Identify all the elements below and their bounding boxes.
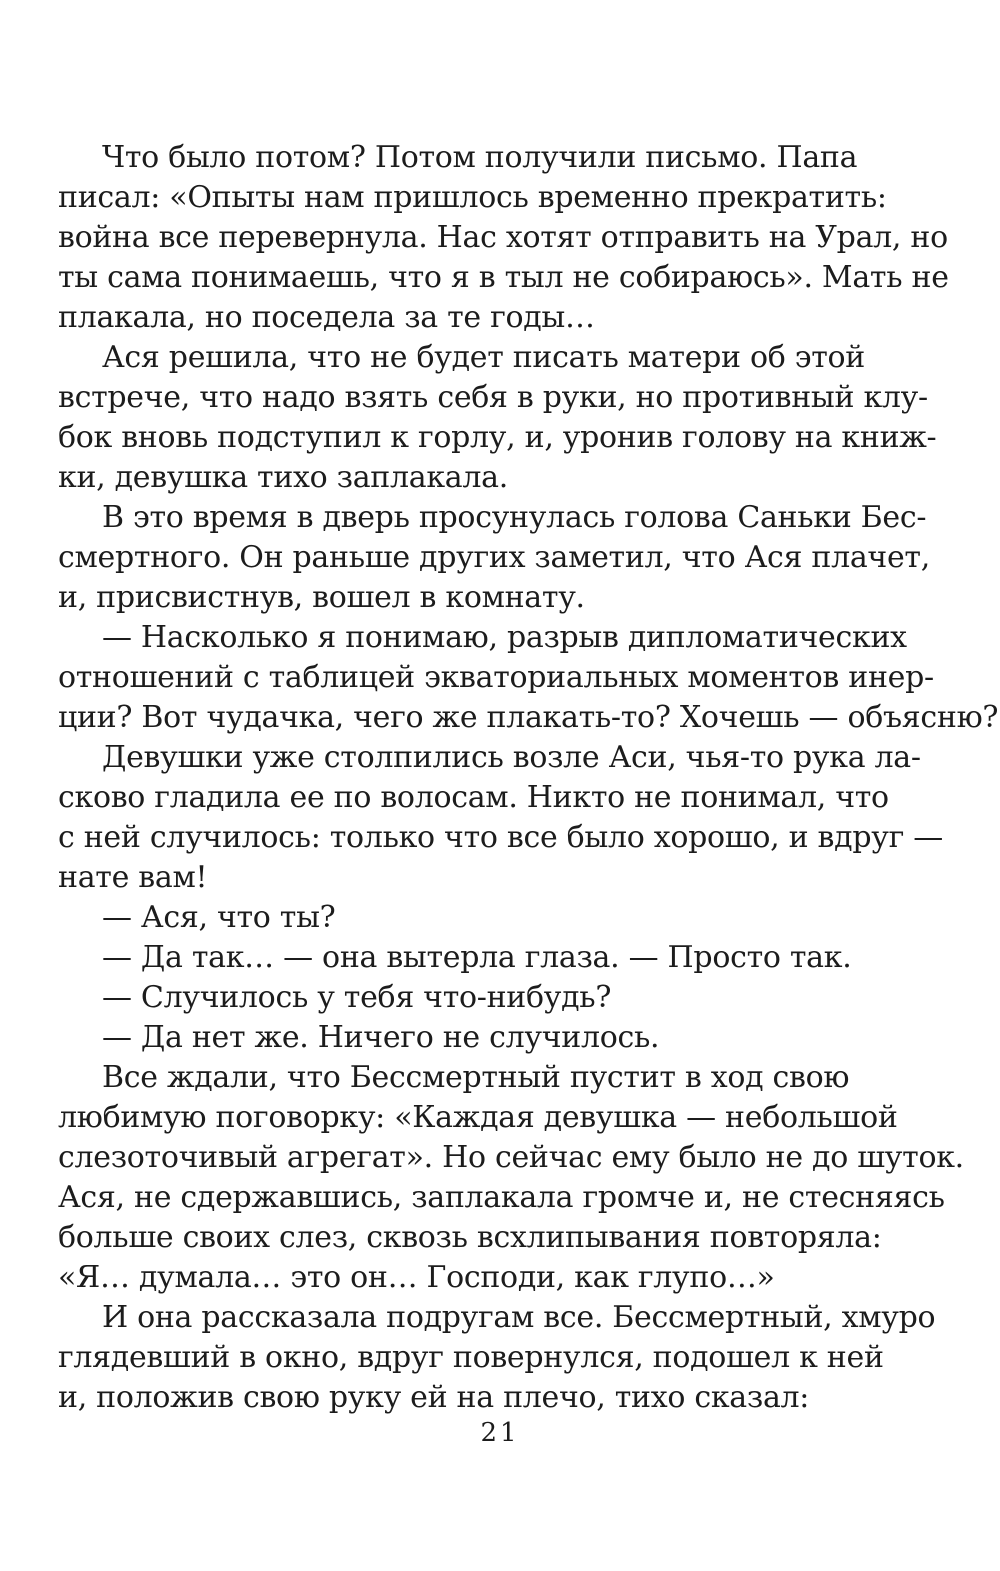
text-line: смертного. Он раньше других заметил, что Ася плачет, bbox=[58, 540, 930, 575]
text-line: ты сама понимаешь, что я в тыл не собираюсь». Мать не bbox=[58, 260, 949, 295]
text-line: отношений с таблицей экваториальных моментов инер- bbox=[58, 660, 934, 695]
text-line: и, присвистнув, вошел в комнату. bbox=[58, 580, 585, 615]
text-line: слезоточивый агрегат». Но сейчас ему было не до шуток. bbox=[58, 1140, 964, 1175]
text-line: ции? Вот чудачка, чего же плакать-то? Хочешь — объясню? bbox=[58, 700, 999, 735]
paragraph bbox=[58, 1018, 810, 1058]
paragraph bbox=[58, 1298, 936, 1418]
paragraph bbox=[58, 978, 810, 1018]
text-line: плакала, но поседела за те годы… bbox=[58, 300, 595, 335]
text-line: Девушки уже столпились возле Аси, чья-то рука ла- bbox=[102, 740, 921, 775]
text-line: — Случилось у тебя что-нибудь? bbox=[102, 980, 612, 1015]
text-line: В это время в дверь просунулась голова Саньки Бес- bbox=[102, 500, 927, 535]
text-line: встрече, что надо взять себя в руки, но противный клу- bbox=[58, 380, 928, 415]
paragraph bbox=[58, 938, 852, 978]
text-line: писал: «Опыты нам пришлось временно прекратить: bbox=[58, 180, 887, 215]
text-line: И она рассказала подругам все. Бессмертный, хмуро bbox=[102, 1300, 936, 1335]
text-line: больше своих слез, сквозь всхлипывания повторяла: bbox=[58, 1220, 882, 1255]
text-line: — Да так… — она вытерла глаза. — Просто так. bbox=[102, 940, 852, 975]
text-line: любимую поговорку: «Каждая девушка — небольшой bbox=[58, 1100, 898, 1135]
text-line: и, положив свою руку ей на плечо, тихо сказал: bbox=[58, 1380, 810, 1415]
text-line: Что было потом? Потом получили письмо. Папа bbox=[102, 140, 858, 175]
text-line: — Ася, что ты? bbox=[102, 900, 336, 935]
paragraph bbox=[58, 618, 999, 738]
text-line: война все перевернула. Нас хотят отправить на Урал, но bbox=[58, 220, 948, 255]
text-line: глядевший в окно, вдруг повернулся, подошел к ней bbox=[58, 1340, 884, 1375]
text-line: бок вновь подступил к горлу, и, уронив голову на книж- bbox=[58, 420, 937, 455]
text-line: с ней случилось: только что все было хорошо, и вдруг — bbox=[58, 820, 943, 855]
text-line: нате вам! bbox=[58, 860, 208, 895]
text-line: Ася решила, что не будет писать матери об этой bbox=[102, 340, 865, 375]
paragraph bbox=[58, 498, 930, 618]
page-number: 21 bbox=[480, 1418, 520, 1448]
paragraph bbox=[58, 738, 943, 898]
paragraph bbox=[58, 1058, 964, 1298]
paragraph bbox=[58, 338, 937, 498]
paragraph bbox=[58, 898, 810, 938]
text-line: ки, девушка тихо заплакала. bbox=[58, 460, 508, 495]
text-line: сково гладила ее по волосам. Никто не понимал, что bbox=[58, 780, 889, 815]
text-line: Ася, не сдержавшись, заплакала громче и, не стесняясь bbox=[58, 1180, 945, 1215]
text-line: Все ждали, что Бессмертный пустит в ход свою bbox=[102, 1060, 850, 1095]
page-text bbox=[58, 138, 999, 1418]
paragraph bbox=[58, 138, 949, 338]
text-line: — Насколько я понимаю, разрыв дипломатических bbox=[102, 620, 907, 655]
text-line: — Да нет же. Ничего не случилось. bbox=[102, 1020, 660, 1055]
text-line: «Я… думала… это он… Господи, как глупо…» bbox=[58, 1260, 775, 1295]
